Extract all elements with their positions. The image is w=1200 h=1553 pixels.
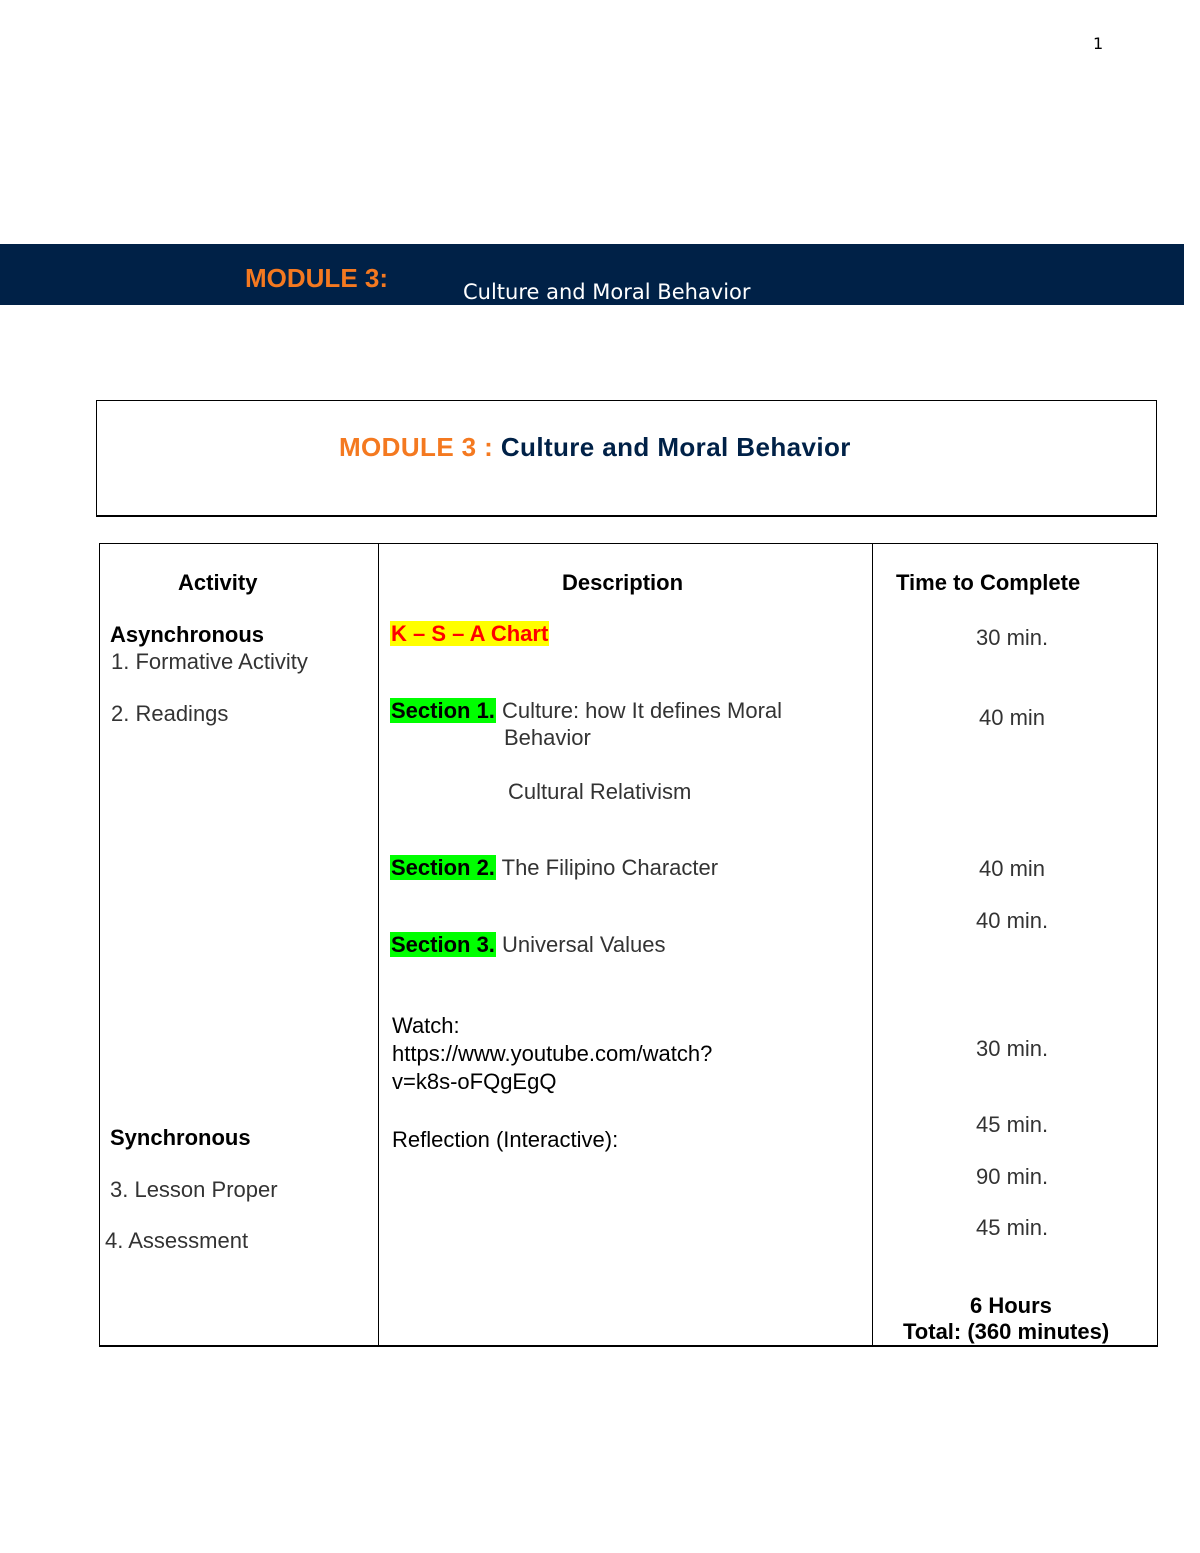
- section-2-text: The Filipino Character: [495, 855, 719, 880]
- module-title-text: Culture and Moral Behavior: [500, 432, 851, 462]
- module-number: MODULE 3: [339, 432, 477, 462]
- cultural-relativism: Cultural Relativism: [508, 779, 692, 804]
- time-lesson-proper: 90 min.: [976, 1164, 1049, 1189]
- section-3-row: [390, 932, 665, 958]
- section-1-label: Section 1.: [391, 698, 495, 723]
- column-divider: [378, 543, 379, 1346]
- module-title: [339, 432, 851, 463]
- total-hours: 6 Hours: [970, 1293, 1052, 1318]
- column-divider: [872, 543, 873, 1346]
- reflection-label: Reflection (Interactive):: [392, 1127, 619, 1152]
- section-3-text: Universal Values: [495, 932, 666, 957]
- activity-assessment: 4. Assessment: [105, 1228, 249, 1253]
- section-1-text-cont: Behavior: [504, 725, 591, 750]
- time-section-1: 40 min: [979, 705, 1046, 730]
- ksa-chart-label: [390, 621, 549, 647]
- time-watch: 30 min.: [976, 1036, 1049, 1061]
- total-minutes: Total: (360 minutes): [903, 1319, 1110, 1344]
- watch-link[interactable]: https://www.youtube.com/watch?: [392, 1041, 713, 1066]
- watch-link-cont[interactable]: v=k8s-oFQgEgQ: [392, 1069, 557, 1094]
- activity-formative: 1. Formative Activity: [111, 649, 308, 674]
- time-assessment: 45 min.: [976, 1215, 1049, 1240]
- section-2-label: Section 2.: [391, 855, 495, 880]
- time-section-3: 40 min.: [976, 908, 1049, 933]
- banner-title: Culture and Moral Behavior: [463, 280, 751, 304]
- watch-label: Watch:: [392, 1013, 460, 1038]
- section-1-text: Culture: how It defines Moral: [495, 698, 783, 723]
- activity-readings: 2. Readings: [111, 701, 229, 726]
- time-reflection: 45 min.: [976, 1112, 1049, 1137]
- time-section-2: 40 min: [979, 856, 1046, 881]
- activity-lesson-proper: 3. Lesson Proper: [110, 1177, 278, 1202]
- section-3-label: Section 3.: [391, 932, 495, 957]
- header-time: Time to Complete: [896, 570, 1081, 595]
- section-2-row: [390, 855, 718, 881]
- header-description: Description: [562, 570, 684, 595]
- section-1-row: [390, 698, 782, 724]
- asynchronous-heading: Asynchronous: [110, 622, 265, 647]
- title-separator: :: [476, 432, 501, 462]
- banner-module-label: MODULE 3:: [245, 263, 388, 293]
- time-formative: 30 min.: [976, 625, 1049, 650]
- ksa-chart-highlight: K – S – A Chart: [391, 621, 549, 646]
- header-activity: Activity: [178, 570, 258, 595]
- synchronous-heading: Synchronous: [110, 1125, 251, 1150]
- page-number: 1: [1093, 34, 1104, 53]
